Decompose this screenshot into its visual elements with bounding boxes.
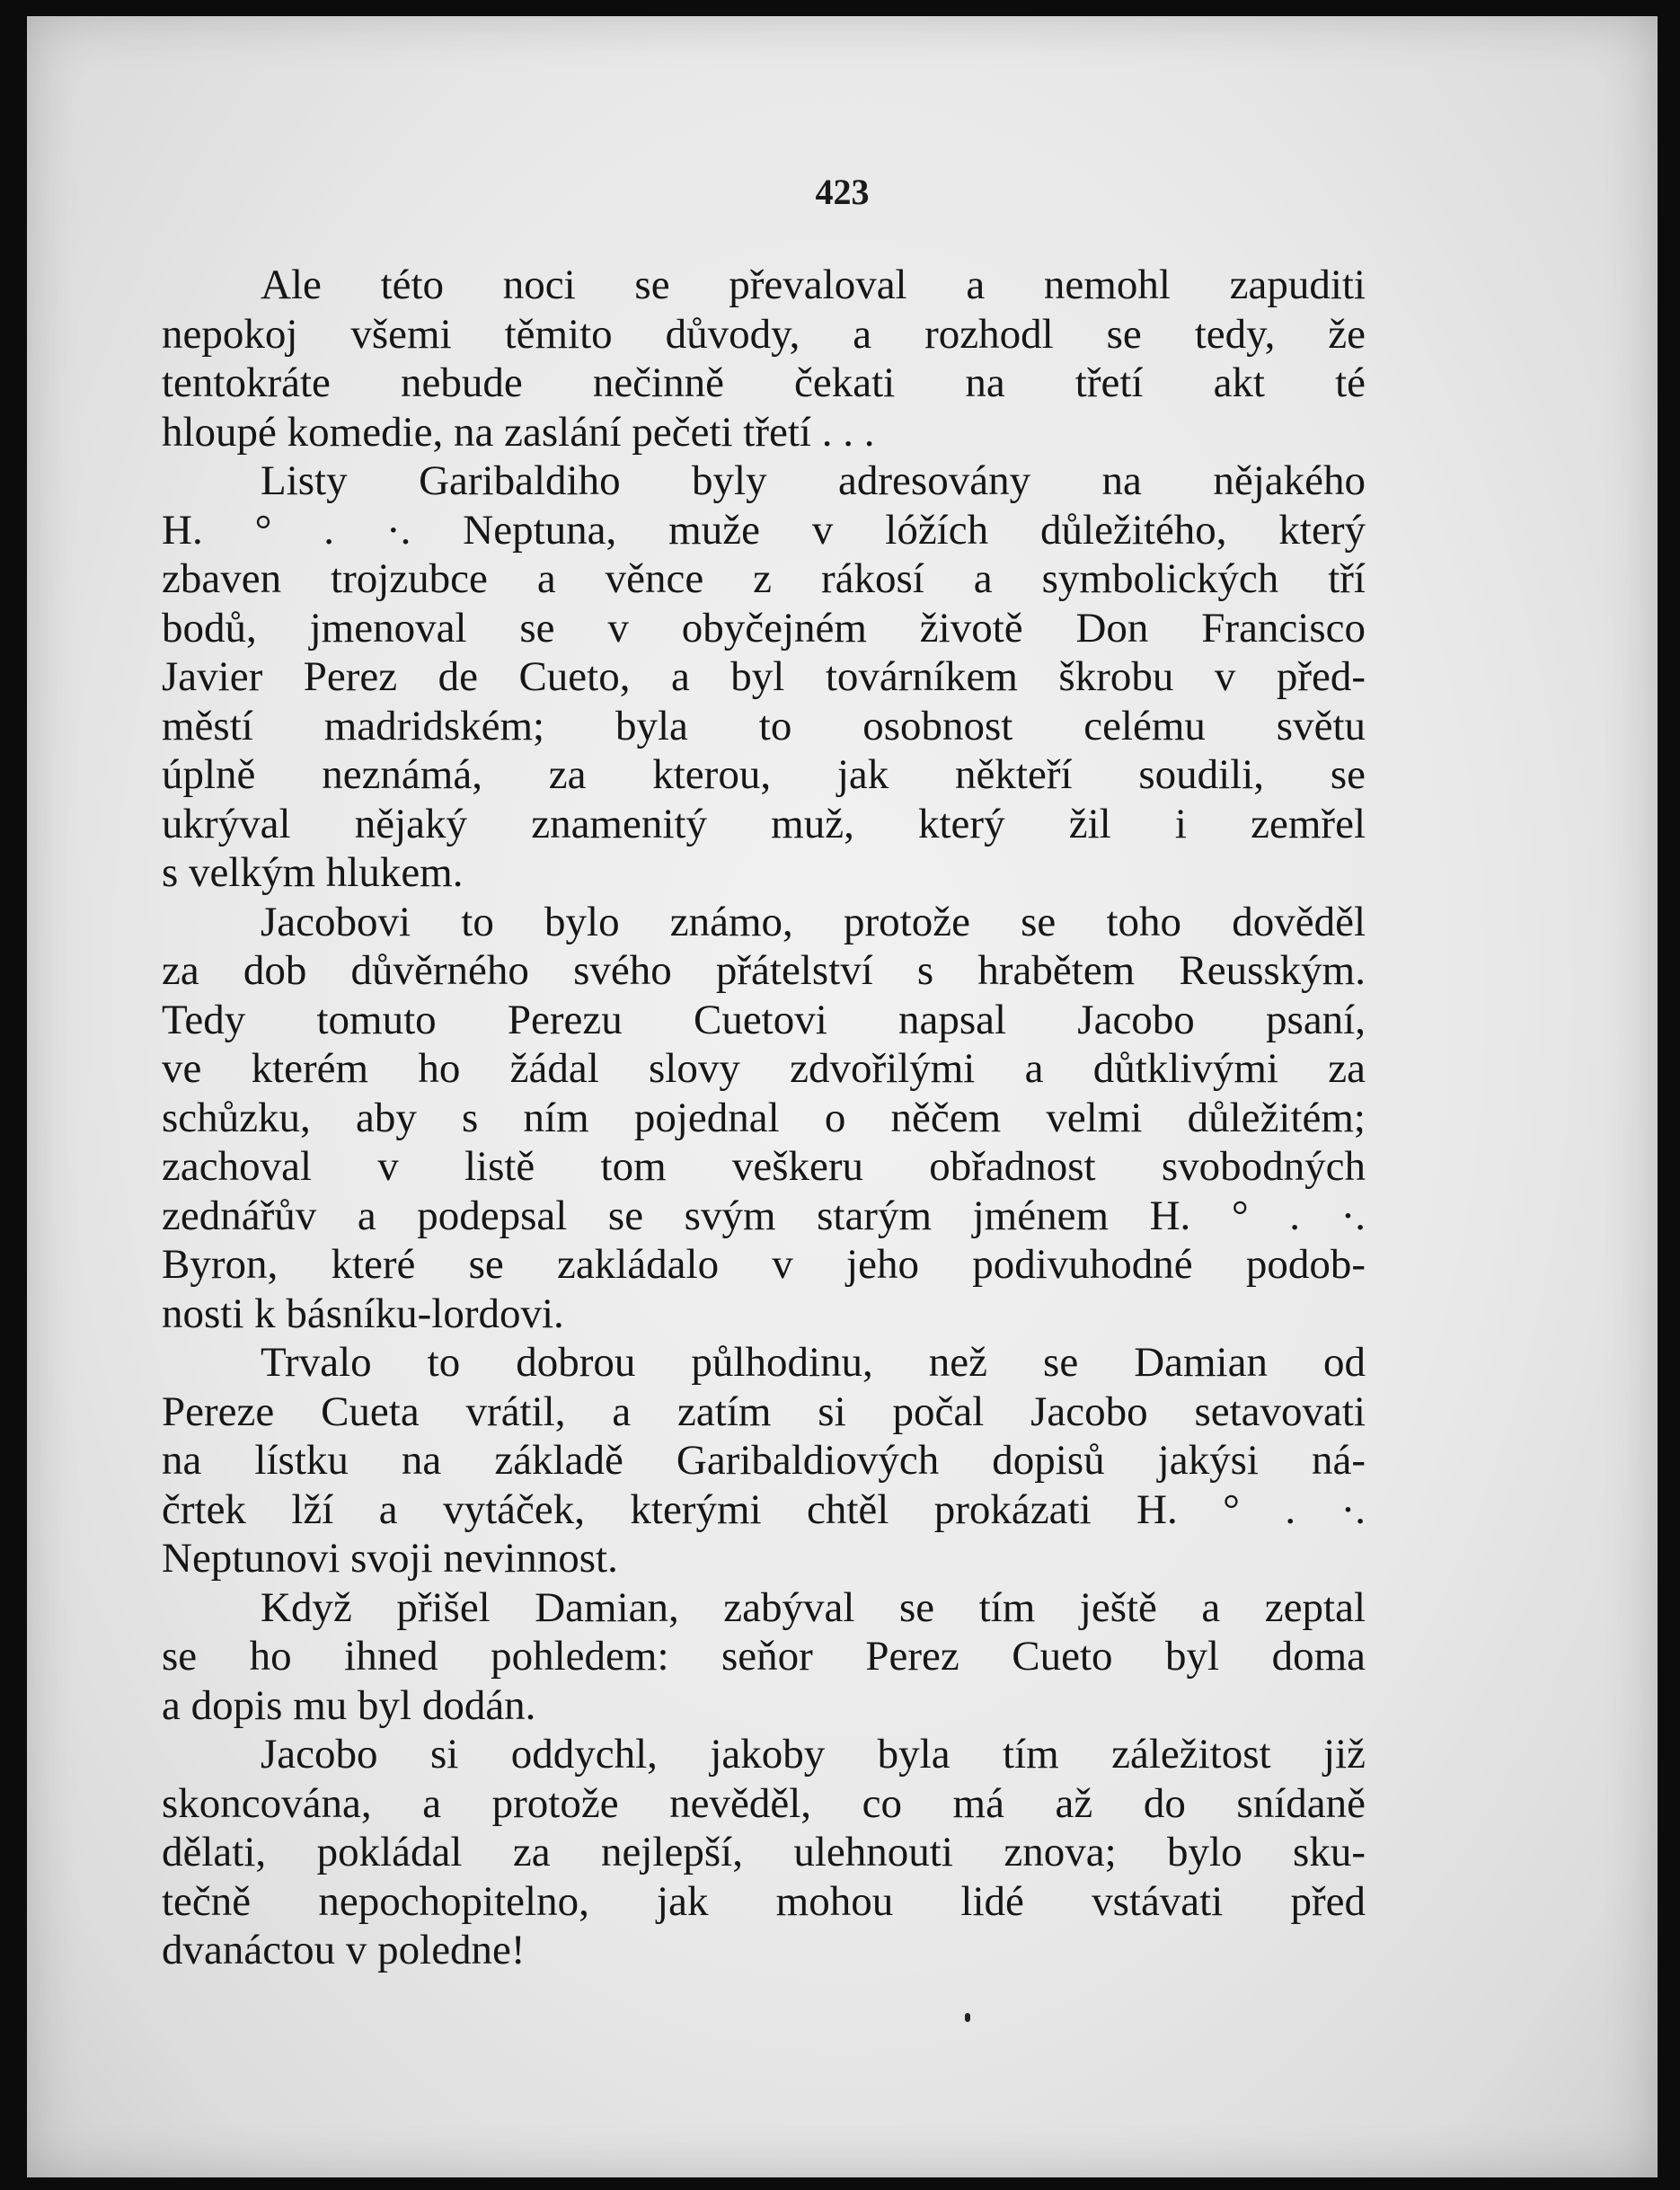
text-line: dělati, pokládal za nejlepší, ulehnouti znova; bylo sku- [162, 1829, 1366, 1875]
text-line: zbaven trojzubce a věnce z rákosí a symbolických tří [162, 555, 1366, 602]
text-line: Tedy tomuto Perezu Cuetovi napsal Jacobo psaní, [162, 996, 1366, 1043]
text-line: H. ° . ·. Neptuna, muže v lóžích důležitého, který [162, 506, 1366, 554]
text-line: ukrýval nějaký znamenitý muž, který žil i zemřel [162, 800, 1366, 847]
body-text [162, 261, 1366, 1975]
text-line: Pereze Cueta vrátil, a zatím si počal Jacobo setavovati [162, 1388, 1366, 1435]
text-line: Ale této noci se převaloval a nemohl zapuditi [261, 262, 1366, 308]
text-line: ve kterém ho žádal slovy zdvořilými a důtklivými za [162, 1045, 1366, 1092]
text-line: skoncována, a protože nevěděl, co má až do snídaně [162, 1779, 1366, 1827]
text-line: úplně neznámá, za kterou, jak někteří soudili, se [162, 751, 1366, 798]
text-line: Trvalo to dobrou půlhodinu, než se Damian od [261, 1339, 1366, 1386]
text-line: Listy Garibaldiho byly adresovány na nějakého [261, 457, 1366, 504]
text-line: tečně nepochopitelno, jak mohou lidé vstávati před [162, 1877, 1366, 1925]
text-line: a dopis mu byl dodán. [162, 1681, 536, 1729]
page-number: 423 [815, 172, 870, 212]
text-line: městí madridském; byla to osobnost celému světu [162, 702, 1366, 749]
text-line: schůzku, aby s ním pojednal o něčem velmi důležitém; [162, 1094, 1366, 1141]
book-page [27, 16, 1658, 2177]
text-line: Neptunovi svoji nevinnost. [162, 1535, 618, 1582]
text-line: Byron, které se zakládalo v jeho podivuhodné podob- [162, 1241, 1366, 1288]
text-line: s velkým hlukem. [162, 849, 464, 896]
text-line: na lístku na základě Garibaldiových dopisů jakýsi ná- [162, 1437, 1366, 1484]
text-line: črtek lží a vytáček, kterými chtěl prokázati H. ° . ·. [162, 1485, 1366, 1533]
print-speck [965, 2013, 970, 2022]
text-line: zachoval v listě tom veškeru obřadnost svobodných [162, 1143, 1366, 1190]
text-line: bodů, jmenoval se v obyčejném životě Don Francisco [162, 604, 1366, 652]
text-line: Když přišel Damian, zabýval se tím ještě a zeptal [261, 1583, 1366, 1631]
text-line: Jacobovi to bylo známo, protože se toho dověděl [261, 898, 1366, 945]
text-line: se ho ihned pohledem: seňor Perez Cueto byl doma [162, 1633, 1366, 1680]
text-line: hloupé komedie, na zaslání pečeti třetí . . . [162, 408, 875, 456]
text-line: Jacobo si oddychl, jakoby byla tím záležitost již [261, 1731, 1366, 1778]
text-line: zednářův a podepsal se svým starým jménem H. ° . ·. [162, 1192, 1366, 1239]
text-line: nosti k básníku-lordovi. [162, 1290, 564, 1337]
text-line: tentokráte nebude nečinně čekati na třetí akt té [162, 359, 1366, 406]
text-line: Javier Perez de Cueto, a byl továrníkem škrobu v před- [162, 653, 1366, 700]
text-line: dvanáctou v poledne! [162, 1927, 526, 1973]
text-line: za dob důvěrného svého přátelství s hrabětem Reusským. [162, 947, 1366, 994]
text-line: nepokoj všemi těmito důvody, a rozhodl se tedy, že [162, 310, 1366, 358]
